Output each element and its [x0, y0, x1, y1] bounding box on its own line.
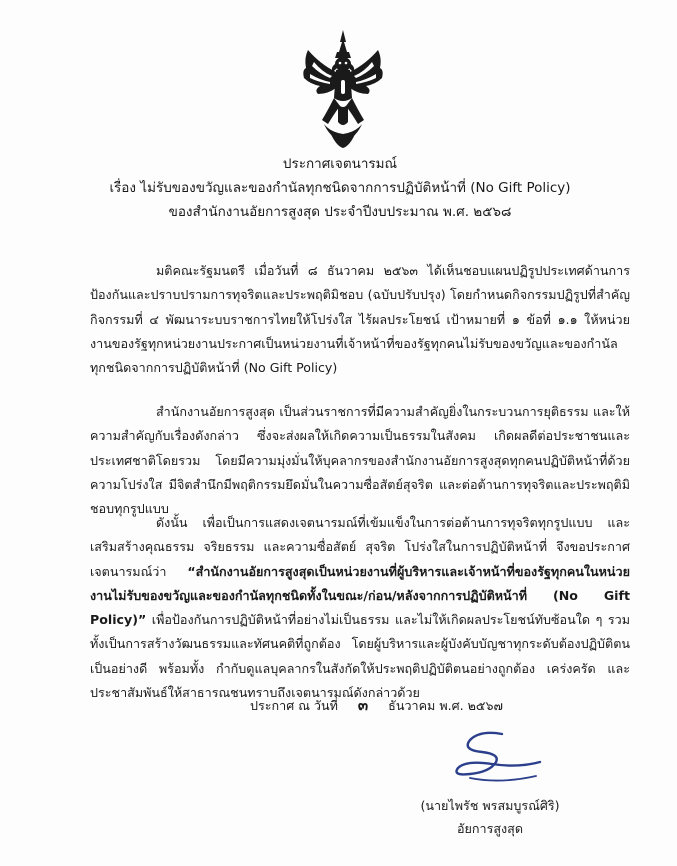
notice-title: ประกาศเจตนารมณ์ [282, 156, 398, 172]
paragraph-declaration [90, 511, 630, 705]
date-month-year: ธันวาคม พ.ศ. ๒๕๖๗ [388, 698, 503, 713]
paragraph-cabinet-resolution: มติคณะรัฐมนตรี เมื่อวันที่ ๘ ธันวาคม ๒๕๖๓ ได้เห็นชอบแผนปฏิรูปประเทศด้านการป้องกันและปราบปรามการทุจริตและประพฤติมิชอบ (ฉบับปรับปรุง) โดยกำหนดกิจกรรมปฏิรูปที่สำคัญ กิจกรรมที่ ๔ พัฒนาระบบราชการไทยให้โปร่งใส ไร้ผลประโยชน์ เป้าหมายที่ ๑ ข้อที่ ๑.๑ ให้หน่วยงานของรัฐทุกหน่วยงานประกาศเป็นหน่วยงานที่เจ้าหน้าที่ของรัฐทุกคนไม่รับของขวัญและของกำนัลทุกชนิดจากการปฏิบัติหน้าที่ (No Gift Policy) [90, 263, 630, 376]
declaration-tail: เพื่อป้องกันการปฏิบัติหน้าที่อย่างไม่เป็นธรรม และไม่ให้เกิดผลประโยชน์ทับซ้อนใด ๆ รวมทั้งเป็นการสร้างวัฒนธรรมและทัศนคติที่ถูกต้อง โดยผู้บริหารและผู้บังคับบัญชาทุกระดับต้องปฏิบัติตนเป็นอย่างดี พร้อมทั้ง กำกับดูแลบุคลากรในสังกัดให้ประพฤติปฏิบัติตนอย่างถูกต้อง เคร่งครัด และประชาสัมพันธ์ให้สาธารณชนทราบถึงเจตนารมณ์ดังกล่าวด้วย [90, 612, 630, 701]
announcement-date [250, 693, 610, 718]
declaration-lead: ดังนั้น เพื่อเป็นการแสดงเจตนารมณ์ที่เข้มแข็งในการต่อต้านการทุจริตทุกรูปแบบ และเสริมสร้างคุณธรรม จริยธรรม และความซื่อสัตย์ สุจริต โปร่งใสในการปฏิบัติหน้าที่ จึงขอประกาศเจตนารมณ์ว่า [90, 515, 630, 579]
handwritten-signature [440, 728, 550, 788]
signer-title: อัยการสูงสุด [456, 821, 524, 836]
paragraph-agency-commitment: สำนักงานอัยการสูงสุด เป็นส่วนราชการที่มีความสำคัญยิ่งในกระบวนการยุติธรรม และให้ความสำคัญกับเรื่องดังกล่าว ซึ่งจะส่งผลให้เกิดความเป็นธรรมในสังคม เกิดผลดีต่อประชาชนและประเทศชาติโดยรวม โดยมีความมุ่งมั่นให้บุคลากรของสำนักงานอัยการสูงสุดทุกคนปฏิบัติหน้าที่ด้วยความโปร่งใส มีจิตสำนึกมีพฤติกรรมยึดมั่นในความซื่อสัตย์สุจริต และต่อต้านการทุจริตและประพฤติมิชอบทุกรูปแบบ [90, 404, 630, 517]
garuda-emblem-icon [300, 28, 386, 150]
notice-subject: เรื่อง ไม่รับของขวัญและของกำนัลทุกชนิดจากการปฏิบัติหน้าที่ (No Gift Policy) [109, 180, 571, 196]
date-prefix: ประกาศ ณ วันที่ [250, 698, 338, 713]
notice-office: ของสำนักงานอัยการสูงสุด ประจำปีงบประมาณ พ.ศ. ๒๕๖๘ [168, 204, 512, 220]
date-day: ๓ [357, 696, 369, 714]
declaration-statement: “สำนักงานอัยการสูงสุดเป็นหน่วยงานที่ผู้บริหารและเจ้าหน้าที่ของรัฐทุกคนในหน่วยงานไม่รับของขวัญและของกำนัลทุกชนิดทั้งในขณะ/ก่อน/หลังจากการปฏิบัติหน้าที่ (No Gift Policy)” [90, 563, 630, 628]
signer-name: (นายไพรัช พรสมบูรณ์ศิริ) [420, 798, 560, 813]
